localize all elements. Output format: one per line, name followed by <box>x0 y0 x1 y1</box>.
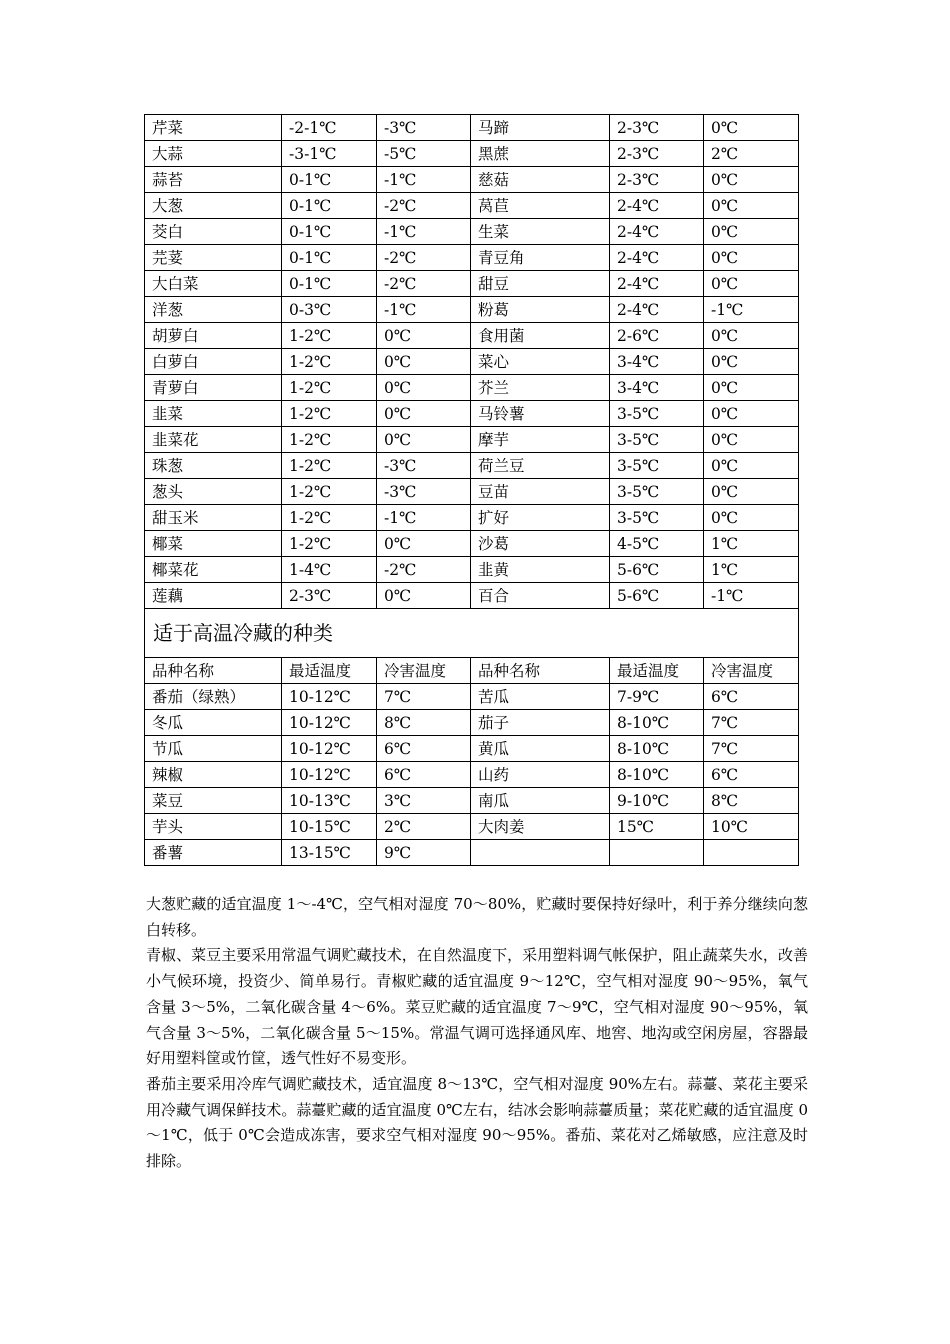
table-cell: 0℃ <box>377 531 471 557</box>
table-cell: 8-10℃ <box>610 762 704 788</box>
column-header: 品种名称 <box>471 658 610 684</box>
table-cell: 冬瓜 <box>145 710 282 736</box>
table-cell: 1-2℃ <box>282 531 377 557</box>
table-cell: 6℃ <box>377 736 471 762</box>
table-cell: 2-3℃ <box>610 141 704 167</box>
table-cell: 1-2℃ <box>282 349 377 375</box>
table-cell: 大肉姜 <box>471 814 610 840</box>
table-row <box>145 193 799 219</box>
section-title-row <box>145 609 799 658</box>
table-cell: 1-2℃ <box>282 479 377 505</box>
column-header: 冷害温度 <box>704 658 799 684</box>
table-cell: 莲藕 <box>145 583 282 609</box>
column-header: 冷害温度 <box>377 658 471 684</box>
table-cell: -1℃ <box>377 219 471 245</box>
table-row <box>145 427 799 453</box>
table-cell: 10℃ <box>704 814 799 840</box>
table-cell: 5-6℃ <box>610 583 704 609</box>
table-cell: -2-1℃ <box>282 115 377 141</box>
table-cell: 摩芋 <box>471 427 610 453</box>
table-row <box>145 710 799 736</box>
table-cell: 0℃ <box>377 583 471 609</box>
table-cell: 3-5℃ <box>610 427 704 453</box>
table-cell: 0℃ <box>704 349 799 375</box>
storage-temperature-table <box>144 114 799 866</box>
table-cell: 0℃ <box>704 115 799 141</box>
table-cell: 大蒜 <box>145 141 282 167</box>
table-cell: 3-4℃ <box>610 375 704 401</box>
table-cell: 百合 <box>471 583 610 609</box>
table-cell: 韭黄 <box>471 557 610 583</box>
table-cell: 南瓜 <box>471 788 610 814</box>
table-cell: 8℃ <box>704 788 799 814</box>
table-cell: 2-4℃ <box>610 297 704 323</box>
table-cell: 0℃ <box>377 401 471 427</box>
table-cell: 0℃ <box>704 427 799 453</box>
table-cell: 0-1℃ <box>282 219 377 245</box>
table-cell: 0℃ <box>377 349 471 375</box>
table-cell: 4-5℃ <box>610 531 704 557</box>
table-row <box>145 531 799 557</box>
table-cell: 10-12℃ <box>282 762 377 788</box>
table-cell: 2-4℃ <box>610 245 704 271</box>
table-cell: 马铃薯 <box>471 401 610 427</box>
table-cell: 0℃ <box>704 479 799 505</box>
table-cell: 7-9℃ <box>610 684 704 710</box>
notes-section <box>146 892 808 1175</box>
table-cell: 2-6℃ <box>610 323 704 349</box>
table-cell: 0℃ <box>377 427 471 453</box>
table-cell: 1-2℃ <box>282 453 377 479</box>
table-cell: 3℃ <box>377 788 471 814</box>
table-cell: 10-13℃ <box>282 788 377 814</box>
table-cell: -1℃ <box>377 505 471 531</box>
table-cell: 生菜 <box>471 219 610 245</box>
table-cell: 芹菜 <box>145 115 282 141</box>
table-cell: 6℃ <box>704 684 799 710</box>
warm-section <box>145 609 799 684</box>
table-row <box>145 167 799 193</box>
table-cell: 0℃ <box>704 167 799 193</box>
table-cell: 0℃ <box>377 323 471 349</box>
table-row <box>145 349 799 375</box>
table-cell: 10-12℃ <box>282 736 377 762</box>
table-cell: 扩好 <box>471 505 610 531</box>
table-cell: 荷兰豆 <box>471 453 610 479</box>
table-cell: 2-4℃ <box>610 271 704 297</box>
table-cell: 10-12℃ <box>282 684 377 710</box>
table-cell: 1-4℃ <box>282 557 377 583</box>
table-cell: 2-4℃ <box>610 219 704 245</box>
table-cell: 1℃ <box>704 557 799 583</box>
table-cell: 韭菜花 <box>145 427 282 453</box>
table-cell: -1℃ <box>377 297 471 323</box>
table-cell: 白萝白 <box>145 349 282 375</box>
table-cell: 13-15℃ <box>282 840 377 866</box>
table-row <box>145 375 799 401</box>
table-cell <box>471 840 610 866</box>
table-cell: 大白菜 <box>145 271 282 297</box>
table-cell <box>704 840 799 866</box>
table-cell: 0℃ <box>704 219 799 245</box>
table-cell: 2℃ <box>704 141 799 167</box>
table-cell: 菜心 <box>471 349 610 375</box>
table-cell: 沙葛 <box>471 531 610 557</box>
table-cell: 0-1℃ <box>282 167 377 193</box>
table-row <box>145 762 799 788</box>
table-cell: 粉葛 <box>471 297 610 323</box>
table-cell: 青萝白 <box>145 375 282 401</box>
table-cell: 2-3℃ <box>610 115 704 141</box>
table-row <box>145 453 799 479</box>
table-cell: -1℃ <box>377 167 471 193</box>
table-cell: 0℃ <box>704 193 799 219</box>
table-cell: 0℃ <box>704 375 799 401</box>
table-row <box>145 271 799 297</box>
cold-storage-rows <box>145 115 799 609</box>
table-cell: 大葱 <box>145 193 282 219</box>
table-cell: 1-2℃ <box>282 427 377 453</box>
table-row <box>145 115 799 141</box>
table-cell: 番茄（绿熟） <box>145 684 282 710</box>
table-row <box>145 479 799 505</box>
table-cell: 2-3℃ <box>610 167 704 193</box>
table-row <box>145 297 799 323</box>
table-cell: 0-1℃ <box>282 271 377 297</box>
table-cell: 7℃ <box>377 684 471 710</box>
table-cell: 8-10℃ <box>610 710 704 736</box>
section-title: 适于高温冷藏的种类 <box>145 609 799 658</box>
table-cell: 10-12℃ <box>282 710 377 736</box>
table-cell: 15℃ <box>610 814 704 840</box>
table-row <box>145 583 799 609</box>
table-cell: 0℃ <box>377 375 471 401</box>
warm-storage-rows <box>145 684 799 866</box>
table-cell: 0℃ <box>704 271 799 297</box>
table-cell <box>610 840 704 866</box>
table-cell: -2℃ <box>377 271 471 297</box>
table-cell: 1-2℃ <box>282 401 377 427</box>
table-cell: 椰菜 <box>145 531 282 557</box>
table-cell: 1-2℃ <box>282 323 377 349</box>
table-cell: 菜豆 <box>145 788 282 814</box>
table-cell: 6℃ <box>377 762 471 788</box>
table-cell: 黑蔗 <box>471 141 610 167</box>
table-cell: 葱头 <box>145 479 282 505</box>
table-row <box>145 736 799 762</box>
table-cell: 9℃ <box>377 840 471 866</box>
table-row <box>145 505 799 531</box>
table-cell: 0℃ <box>704 505 799 531</box>
table-cell: 苦瓜 <box>471 684 610 710</box>
table-cell: -1℃ <box>704 583 799 609</box>
table-cell: 3-4℃ <box>610 349 704 375</box>
table-cell: 胡萝白 <box>145 323 282 349</box>
table-cell: 椰菜花 <box>145 557 282 583</box>
table-cell: 茭白 <box>145 219 282 245</box>
table-cell: 山药 <box>471 762 610 788</box>
table-cell: 3-5℃ <box>610 453 704 479</box>
table-cell: 1-2℃ <box>282 505 377 531</box>
note-paragraph: 大葱贮藏的适宜温度 1～-4℃，空气相对湿度 70～80%，贮藏时要保持好绿叶，利于养分继续向葱白转移。 <box>146 895 808 939</box>
table-cell: 0℃ <box>704 401 799 427</box>
table-cell: -2℃ <box>377 557 471 583</box>
table-cell: 蒜苔 <box>145 167 282 193</box>
table-cell: -5℃ <box>377 141 471 167</box>
table-cell: 韭菜 <box>145 401 282 427</box>
table-cell: 0-1℃ <box>282 193 377 219</box>
table-cell: 10-15℃ <box>282 814 377 840</box>
table-cell: 甜豆 <box>471 271 610 297</box>
table-cell: 1-2℃ <box>282 375 377 401</box>
table-row <box>145 814 799 840</box>
table-row <box>145 684 799 710</box>
table-cell: 7℃ <box>704 736 799 762</box>
table-cell: 番薯 <box>145 840 282 866</box>
table-cell: 5-6℃ <box>610 557 704 583</box>
table-cell: 0-3℃ <box>282 297 377 323</box>
table-cell: -3℃ <box>377 453 471 479</box>
table-row <box>145 323 799 349</box>
table-cell: 芫荽 <box>145 245 282 271</box>
note-paragraph: 番茄主要采用冷库气调贮藏技术，适宜温度 8～13℃，空气相对湿度 90%左右。蒜薹、菜花主要采用冷藏气调保鲜技术。蒜薹贮藏的适宜温度 0℃左右，结冰会影响蒜薹质量；菜花贮藏的适宜温度 0～1℃，低于 0℃会造成冻害，要求空气相对湿度 90～95%。番茄、菜花对乙烯敏感，应注意及时排除。 <box>146 1074 808 1171</box>
table-cell: 慈菇 <box>471 167 610 193</box>
table-cell: -2℃ <box>377 193 471 219</box>
table-cell: 黄瓜 <box>471 736 610 762</box>
table-cell: 2℃ <box>377 814 471 840</box>
table-cell: 0℃ <box>704 323 799 349</box>
table-cell: 茄子 <box>471 710 610 736</box>
table-row <box>145 840 799 866</box>
note-paragraph: 青椒、菜豆主要采用常温气调贮藏技术，在自然温度下，采用塑料调气帐保护，阻止蔬菜失水，改善小气候环境，投资少、简单易行。青椒贮藏的适宜温度 9～12℃，空气相对湿度 90～95%，氧气含量 3～5%，二氧化碳含量 4～6%。菜豆贮藏的适宜温度 7～9℃，空气相对湿度 90～95%，氧气含量 3～5%，二氧化碳含量 5～15%。常温气调可选择通风库、地窖、地沟或空闲房屋，容器最好用塑料筐或竹筐，透气性好不易变形。 <box>146 946 808 1068</box>
table-cell: 2-3℃ <box>282 583 377 609</box>
table-cell: -2℃ <box>377 245 471 271</box>
table-row <box>145 788 799 814</box>
table-cell: -3-1℃ <box>282 141 377 167</box>
table-row <box>145 557 799 583</box>
table-cell: 0-1℃ <box>282 245 377 271</box>
table-row <box>145 219 799 245</box>
table-row <box>145 141 799 167</box>
table-cell: 3-5℃ <box>610 479 704 505</box>
table-cell: 芋头 <box>145 814 282 840</box>
table-cell: 青豆角 <box>471 245 610 271</box>
table-cell: 洋葱 <box>145 297 282 323</box>
table-cell: 莴苣 <box>471 193 610 219</box>
table-cell: 食用菌 <box>471 323 610 349</box>
table-cell: 甜玉米 <box>145 505 282 531</box>
table-cell: 1℃ <box>704 531 799 557</box>
table-cell: 7℃ <box>704 710 799 736</box>
header-row <box>145 658 799 684</box>
table-cell: 芥兰 <box>471 375 610 401</box>
column-header: 最适温度 <box>610 658 704 684</box>
table-cell: 9-10℃ <box>610 788 704 814</box>
table-cell: 3-5℃ <box>610 505 704 531</box>
table-cell: 马蹄 <box>471 115 610 141</box>
table-cell: -1℃ <box>704 297 799 323</box>
table-cell: 0℃ <box>704 245 799 271</box>
table-cell: 豆苗 <box>471 479 610 505</box>
table-cell: 8-10℃ <box>610 736 704 762</box>
table-cell: -3℃ <box>377 115 471 141</box>
table-cell: 2-4℃ <box>610 193 704 219</box>
table-cell: 0℃ <box>704 453 799 479</box>
table-row <box>145 401 799 427</box>
table-cell: 8℃ <box>377 710 471 736</box>
table-cell: 辣椒 <box>145 762 282 788</box>
table-cell: -3℃ <box>377 479 471 505</box>
table-row <box>145 245 799 271</box>
table-cell: 节瓜 <box>145 736 282 762</box>
column-header: 最适温度 <box>282 658 377 684</box>
table-cell: 3-5℃ <box>610 401 704 427</box>
table-cell: 6℃ <box>704 762 799 788</box>
table-cell: 珠葱 <box>145 453 282 479</box>
column-header: 品种名称 <box>145 658 282 684</box>
